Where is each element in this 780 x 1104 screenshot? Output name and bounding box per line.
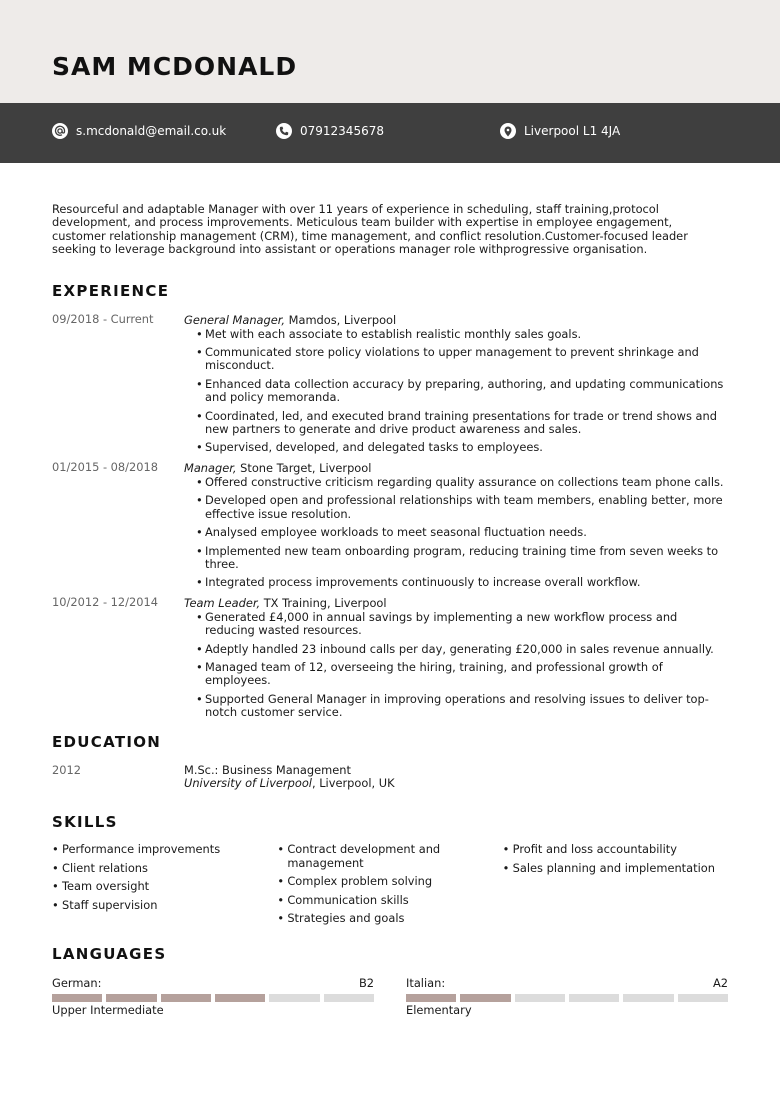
experience-list xyxy=(52,312,728,720)
proficiency-segment-filled xyxy=(106,994,156,1002)
job-title-line xyxy=(184,460,728,476)
skill-item: • Strategies and goals xyxy=(277,912,502,925)
proficiency-segment-filled xyxy=(215,994,265,1002)
language-entry xyxy=(406,976,728,1017)
proficiency-segment-empty xyxy=(623,994,673,1002)
language-proficiency-bar xyxy=(52,994,374,1002)
job-bullet: • Enhanced data collection accuracy by preparing, authoring, and updating communications and policy memoranda. xyxy=(184,378,728,405)
proficiency-segment-empty xyxy=(324,994,374,1002)
skills-column xyxy=(52,843,277,930)
job-details xyxy=(184,595,728,720)
language-proficiency-bar xyxy=(406,994,728,1002)
skills-column xyxy=(277,843,502,930)
resume-body xyxy=(0,203,780,1017)
phone-icon xyxy=(276,123,292,139)
skills-items xyxy=(277,843,502,925)
skills-list xyxy=(52,843,728,930)
job-bullet: • Generated £4,000 in annual savings by implementing a new workflow process and reducing wasted resources. xyxy=(184,611,728,638)
skill-item: • Complex problem solving xyxy=(277,875,502,888)
proficiency-segment-empty xyxy=(515,994,565,1002)
job-bullet: • Developed open and professional relationships with team members, enabling better, more effective issue resolution. xyxy=(184,494,728,521)
language-description: Elementary xyxy=(406,1003,472,1018)
skill-item: • Profit and loss accountability xyxy=(503,843,728,856)
language-description: Upper Intermediate xyxy=(52,1003,164,1018)
job-bullet: • Coordinated, led, and executed brand training presentations for trade or trend shows and new partners to generate and drive product awareness and sales. xyxy=(184,410,728,437)
job-entry xyxy=(52,460,728,590)
education-degree: M.Sc.: Business Management xyxy=(184,762,351,777)
job-title-line xyxy=(184,312,728,328)
section-title-skills: SKILLS xyxy=(52,813,118,832)
job-bullet: • Adeptly handled 23 inbound calls per day, generating £20,000 in sales revenue annually. xyxy=(184,643,728,656)
job-company: TX Training, Liverpool xyxy=(260,595,387,610)
language-level: B2 xyxy=(358,976,374,991)
proficiency-segment-empty xyxy=(269,994,319,1002)
job-details xyxy=(184,312,728,455)
job-date: 09/2018 - Current xyxy=(52,311,154,326)
skills-column xyxy=(503,843,728,930)
proficiency-segment-filled xyxy=(406,994,456,1002)
email-text: s.mcdonald@email.co.uk xyxy=(76,124,227,138)
skill-item: • Client relations xyxy=(52,862,277,875)
job-bullet: • Supervised, developed, and delegated tasks to employees. xyxy=(184,441,728,454)
section-title-languages: LANGUAGES xyxy=(52,945,167,964)
phone-text: 07912345678 xyxy=(300,124,384,138)
language-level: A2 xyxy=(712,976,728,991)
education-entry xyxy=(52,764,728,791)
education-school-line xyxy=(184,777,728,790)
section-title-experience: EXPERIENCE xyxy=(52,281,170,300)
job-bullet: • Met with each associate to establish realistic monthly sales goals. xyxy=(184,328,728,341)
proficiency-segment-empty xyxy=(569,994,619,1002)
education-school: University of Liverpool xyxy=(184,775,312,790)
summary: Resourceful and adaptable Manager with over 11 years of experience in scheduling, staff training,protocol development, and process improvements. Meticulous team builder with expertise in employee engagement, customer relationship management (CRM), time management, and conflict resolution.Customer-focused leader seeking to leverage background into assistant or operations manager role withprogressive organisation. xyxy=(52,202,688,257)
language-header xyxy=(406,976,728,990)
job-date: 01/2015 - 08/2018 xyxy=(52,459,158,474)
proficiency-segment-empty xyxy=(678,994,728,1002)
skill-item: • Staff supervision xyxy=(52,899,277,912)
proficiency-segment-filled xyxy=(161,994,211,1002)
language-name: German: xyxy=(52,976,102,991)
skill-item: • Performance improvements xyxy=(52,843,277,856)
contact-location xyxy=(500,123,620,139)
job-bullet: • Analysed employee workloads to meet seasonal fluctuation needs. xyxy=(184,526,728,539)
job-entry xyxy=(52,595,728,720)
language-entry xyxy=(52,976,374,1017)
job-bullet: • Implemented new team onboarding program, reducing training time from seven weeks to three. xyxy=(184,545,728,572)
skill-item: • Communication skills xyxy=(277,894,502,907)
education-place: , Liverpool, UK xyxy=(311,775,395,790)
job-bullet: • Communicated store policy violations to upper management to prevent shrinkage and misconduct. xyxy=(184,346,728,373)
skill-item: • Contract development and management xyxy=(277,843,502,870)
skills-items xyxy=(503,843,728,875)
candidate-name: SAM MCDONALD xyxy=(52,52,298,81)
job-bullets xyxy=(184,611,728,720)
contact-bar xyxy=(0,103,780,163)
skills-items xyxy=(52,843,277,912)
contact-email[interactable] xyxy=(52,123,226,139)
job-bullet: • Integrated process improvements continuously to increase overall workflow. xyxy=(184,576,728,589)
job-company: Mamdos, Liverpool xyxy=(285,312,397,327)
location-pin-icon xyxy=(500,123,516,139)
job-bullets xyxy=(184,476,728,590)
proficiency-segment-filled xyxy=(52,994,102,1002)
job-bullet: • Offered constructive criticism regarding quality assurance on collections team phone calls. xyxy=(184,476,728,489)
header xyxy=(0,0,780,103)
job-bullet: • Supported General Manager in improving operations and resolving issues to deliver top-notch customer service. xyxy=(184,693,728,720)
job-role: General Manager, xyxy=(184,312,286,327)
proficiency-segment-filled xyxy=(460,994,510,1002)
languages-list xyxy=(52,976,728,1017)
location-text: Liverpool L1 4JA xyxy=(524,124,621,138)
language-header xyxy=(52,976,374,990)
job-entry xyxy=(52,312,728,455)
job-details xyxy=(184,460,728,590)
job-role: Team Leader, xyxy=(184,595,261,610)
job-role: Manager, xyxy=(184,460,237,475)
section-title-education: EDUCATION xyxy=(52,732,162,751)
skill-item: • Team oversight xyxy=(52,880,277,893)
job-company: Stone Target, Liverpool xyxy=(236,460,372,475)
at-icon xyxy=(52,123,68,139)
job-bullets xyxy=(184,328,728,455)
language-name: Italian: xyxy=(406,976,446,991)
job-date: 10/2012 - 12/2014 xyxy=(52,594,158,609)
contact-phone[interactable] xyxy=(276,123,384,139)
job-title-line xyxy=(184,595,728,611)
skill-item: • Sales planning and implementation xyxy=(503,862,728,875)
job-bullet: • Managed team of 12, overseeing the hiring, training, and professional growth of employees. xyxy=(184,661,728,688)
education-year: 2012 xyxy=(52,762,81,777)
